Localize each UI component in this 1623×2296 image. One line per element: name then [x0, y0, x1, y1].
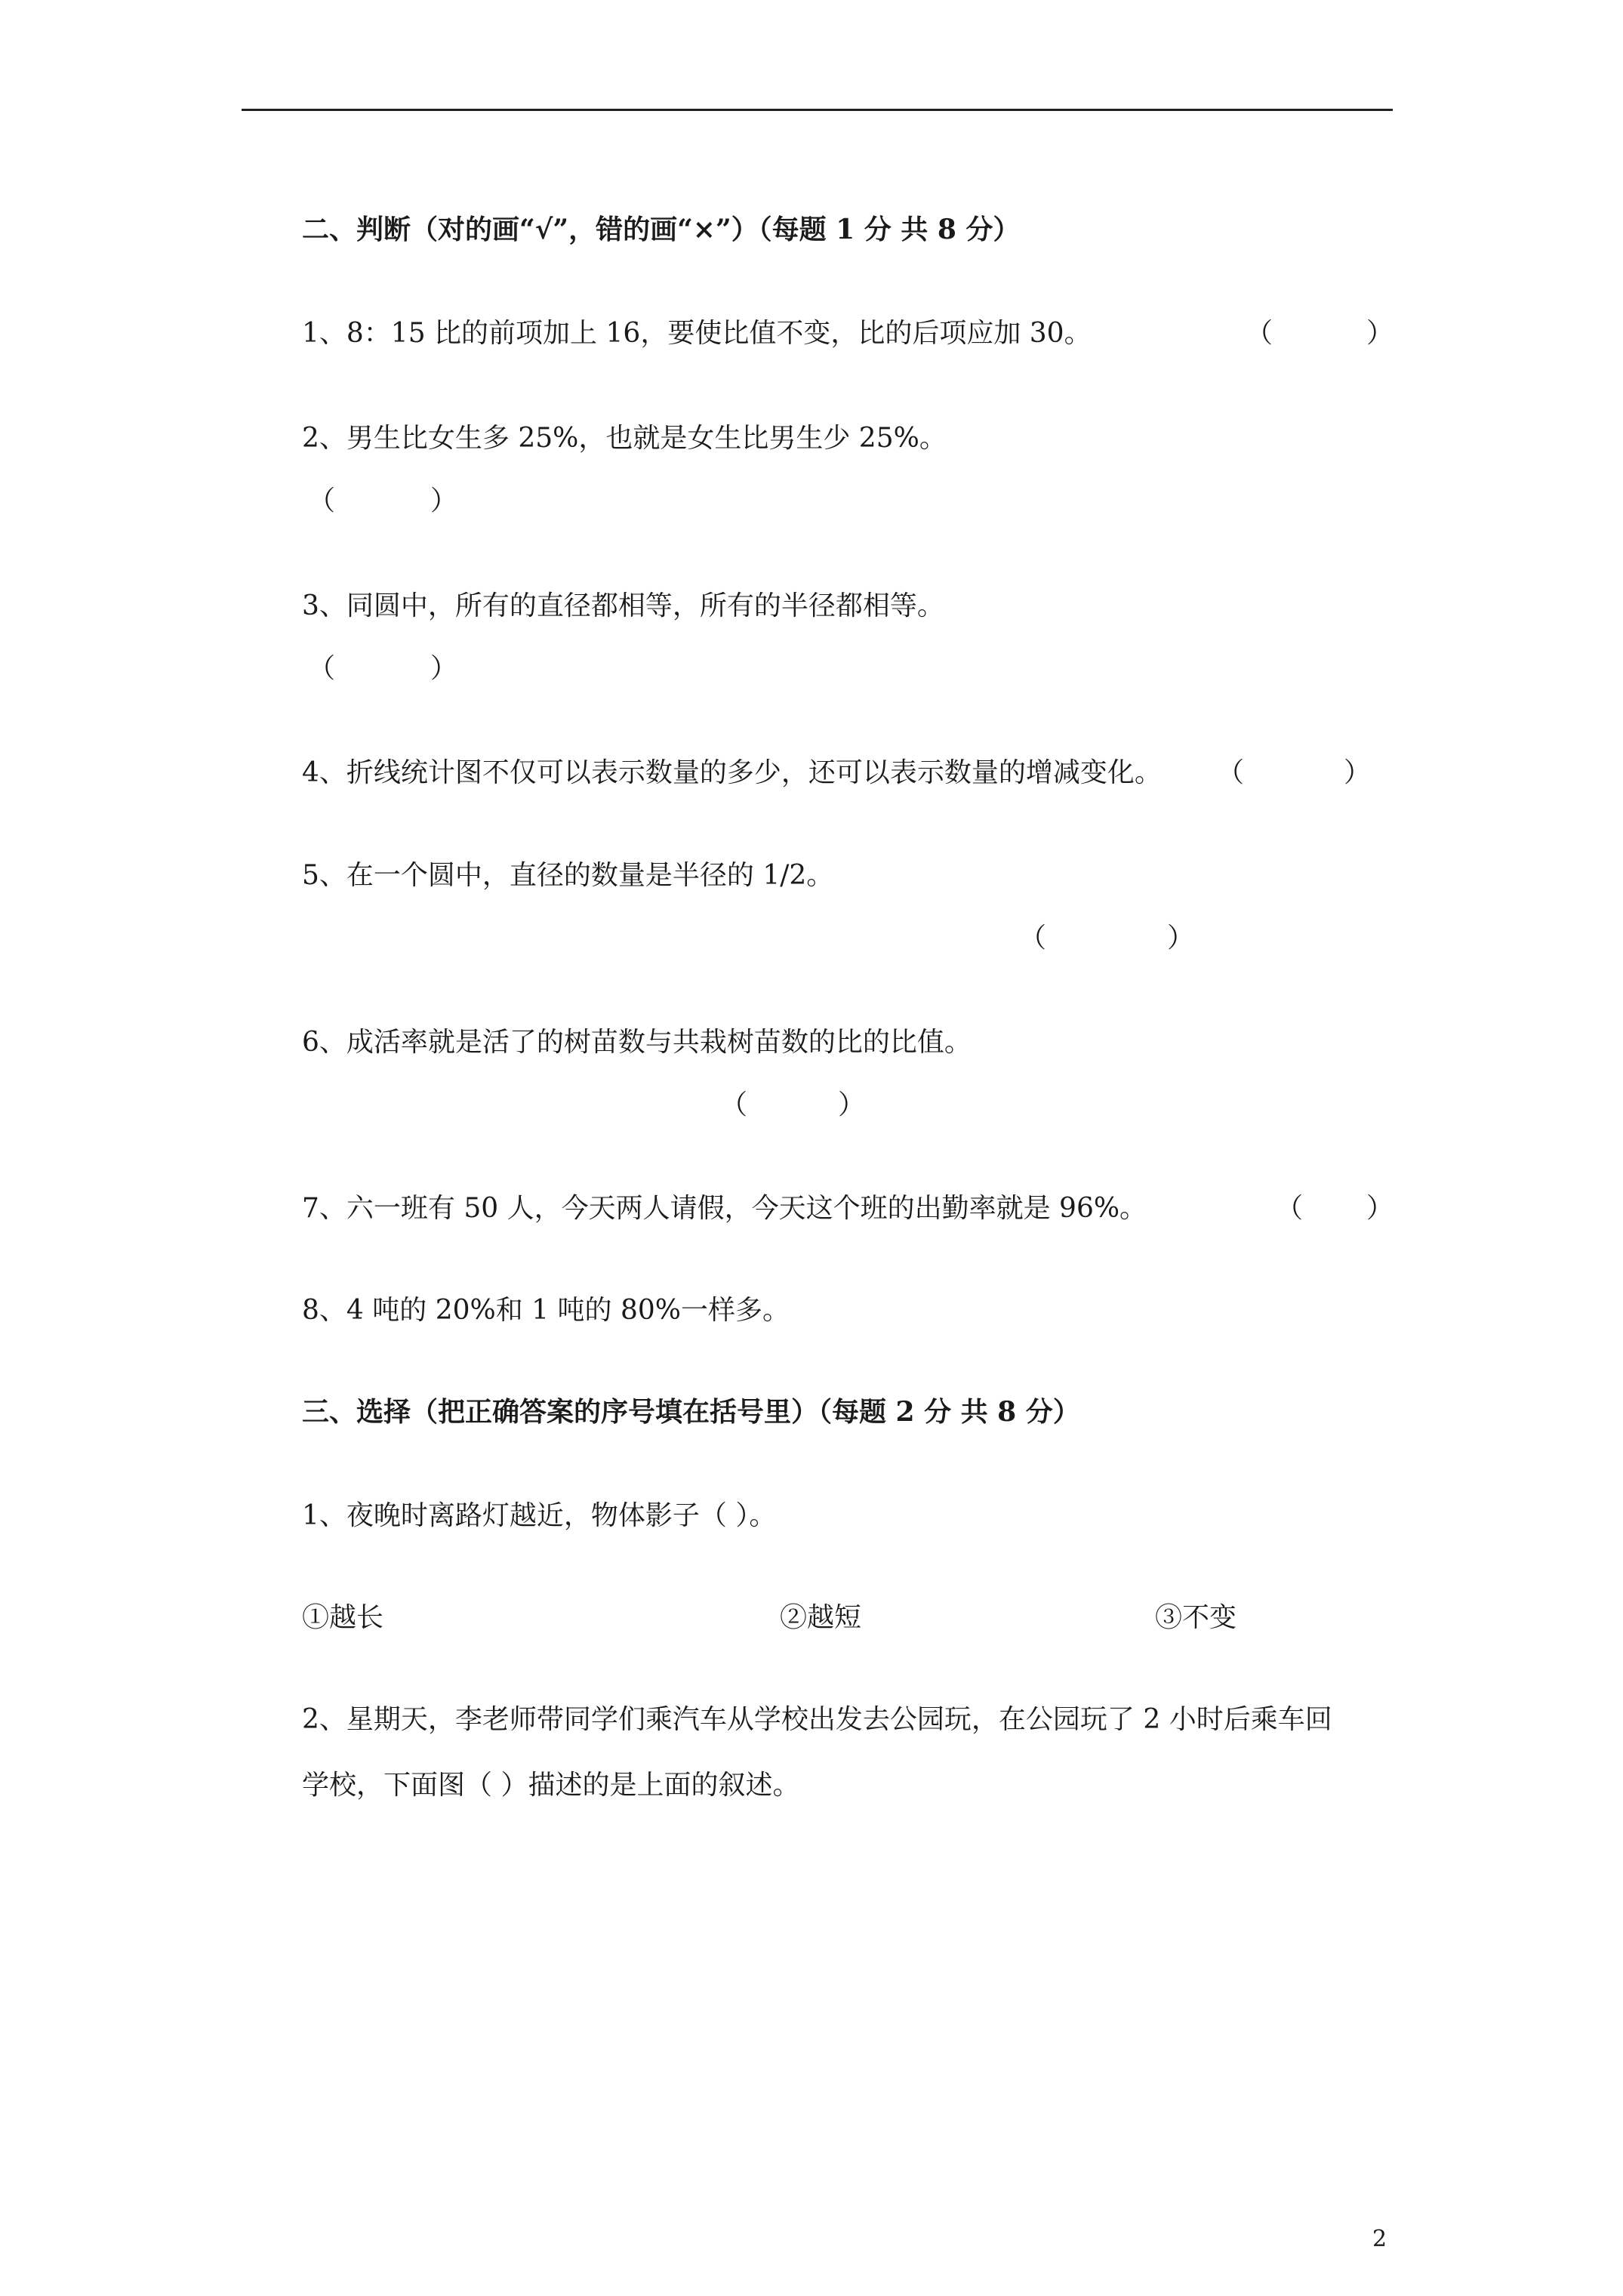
answer-blank-5[interactable]: [1019, 923, 1195, 954]
answer-blank-6[interactable]: [720, 1089, 866, 1120]
answer-blank-close: ）: [1344, 757, 1372, 788]
section2-heading: 二、判断（对的画“√”，错的画“×”）（每题 1 分 共 8 分）: [302, 214, 1021, 245]
choice-question-1: 1、夜晚时离路灯越近，物体影子（ ）。: [302, 1500, 777, 1531]
judge-question-6: 6、成活率就是活了的树苗数与共栽树苗数的比的比值。: [302, 1027, 972, 1058]
choice-question-2-line1: 2、星期天，李老师带同学们乘汽车从学校出发去公园玩，在公园玩了 2 小时后乘车回: [302, 1704, 1332, 1735]
answer-blank-close: ）: [1366, 1193, 1394, 1224]
judge-question-8: 8、4 吨的 20%和 1 吨的 80%一样多。: [302, 1295, 790, 1326]
answer-blank-7[interactable]: [1276, 1193, 1394, 1224]
answer-blank-open: （: [1276, 1193, 1304, 1224]
header-rule: [242, 109, 1393, 111]
answer-blank-open: （: [1019, 923, 1047, 954]
judge-question-7: 7、六一班有 50 人，今天两人请假，今天这个班的出勤率就是 96%。: [302, 1193, 1147, 1224]
judge-question-5: 5、在一个圆中，直径的数量是半径的 1/2。: [302, 860, 834, 891]
choice-option-2[interactable]: ②越短: [780, 1602, 862, 1633]
answer-blank-close: ）: [430, 653, 458, 684]
judge-question-1: 1、8：15 比的前项加上 16，要使比值不变，比的后项应加 30。: [302, 318, 1092, 349]
answer-blank-open: （: [720, 1089, 748, 1120]
answer-blank-4[interactable]: [1217, 757, 1372, 788]
page-number: 2: [1372, 2226, 1387, 2252]
answer-blank-open: （: [308, 485, 336, 516]
choice-question-2-line2: 学校，下面图（ ）描述的是上面的叙述。: [302, 1770, 800, 1801]
judge-question-3: 3、同圆中，所有的直径都相等，所有的半径都相等。: [302, 590, 944, 621]
choice-option-1[interactable]: ①越长: [302, 1602, 384, 1633]
answer-blank-open: （: [1217, 757, 1245, 788]
answer-blank-close: ）: [1366, 318, 1394, 349]
answer-blank-close: ）: [1167, 923, 1195, 954]
choice-option-3[interactable]: ③不变: [1155, 1602, 1237, 1633]
answer-blank-3[interactable]: [308, 653, 458, 684]
answer-blank-open: （: [1246, 318, 1273, 349]
answer-blank-close: ）: [430, 485, 458, 516]
section3-heading: 三、选择（把正确答案的序号填在括号里）（每题 2 分 共 8 分）: [302, 1396, 1080, 1428]
answer-blank-1[interactable]: [1246, 318, 1394, 349]
answer-blank-2[interactable]: [308, 485, 458, 516]
answer-blank-close: ）: [838, 1089, 866, 1120]
answer-blank-open: （: [308, 653, 336, 684]
judge-question-4: 4、折线统计图不仅可以表示数量的多少，还可以表示数量的增减变化。: [302, 757, 1162, 788]
judge-question-2: 2、男生比女生多 25%，也就是女生比男生少 25%。: [302, 423, 947, 454]
